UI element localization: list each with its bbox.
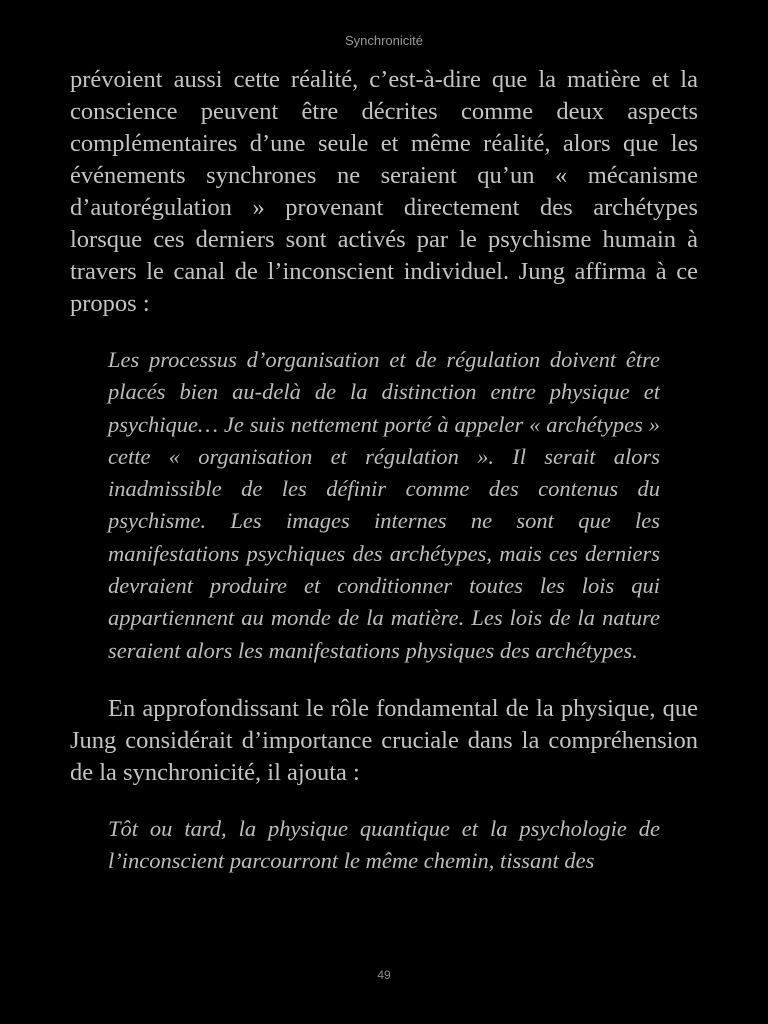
block-quote: Tôt ou tard, la physique quantique et la psychologie de l’inconscient parcourront le même chemin, tissant des [108,815,660,874]
body-paragraph: prévoient aussi cette réalité, c’est-à-dire que la matière et la conscience peuvent être décrites comme deux aspects complémentaires d’une seule et même réalité, alors que les événements synchrones ne seraient qu’un « mécanisme d’autorégulation » provenant directement des archétypes lorsque ces derniers sont activés par le psychisme humain à travers le canal de l’inconscient individuel. Jung affirma à ce propos : [70,66,698,317]
running-header-title: Synchronicité [344,33,424,48]
page-number: 49 [377,968,391,982]
body-paragraph: En approfondissant le rôle fondamental de la physique, que Jung considérait d’importance cruciale dans la compréhension de la synchronicité, il ajouta : [70,694,698,786]
block-quote: Les processus d’organisation et de régulation doivent être placés bien au-delà de la distinction entre physique et psychique… Je suis nettement porté à appeler « archétypes » cette « organisation et régulation ». Il serait alors inadmissible de les définir comme des contenus du psychisme. Les images internes ne sont que les manifestations psychiques des archétypes, mais ces derniers devraient produire et conditionner toutes les lois qui appartiennent au monde de la matière. Les lois de la nature seraient alors les manifestations physiques des archétypes. [108,347,660,663]
page-content [70,64,698,878]
